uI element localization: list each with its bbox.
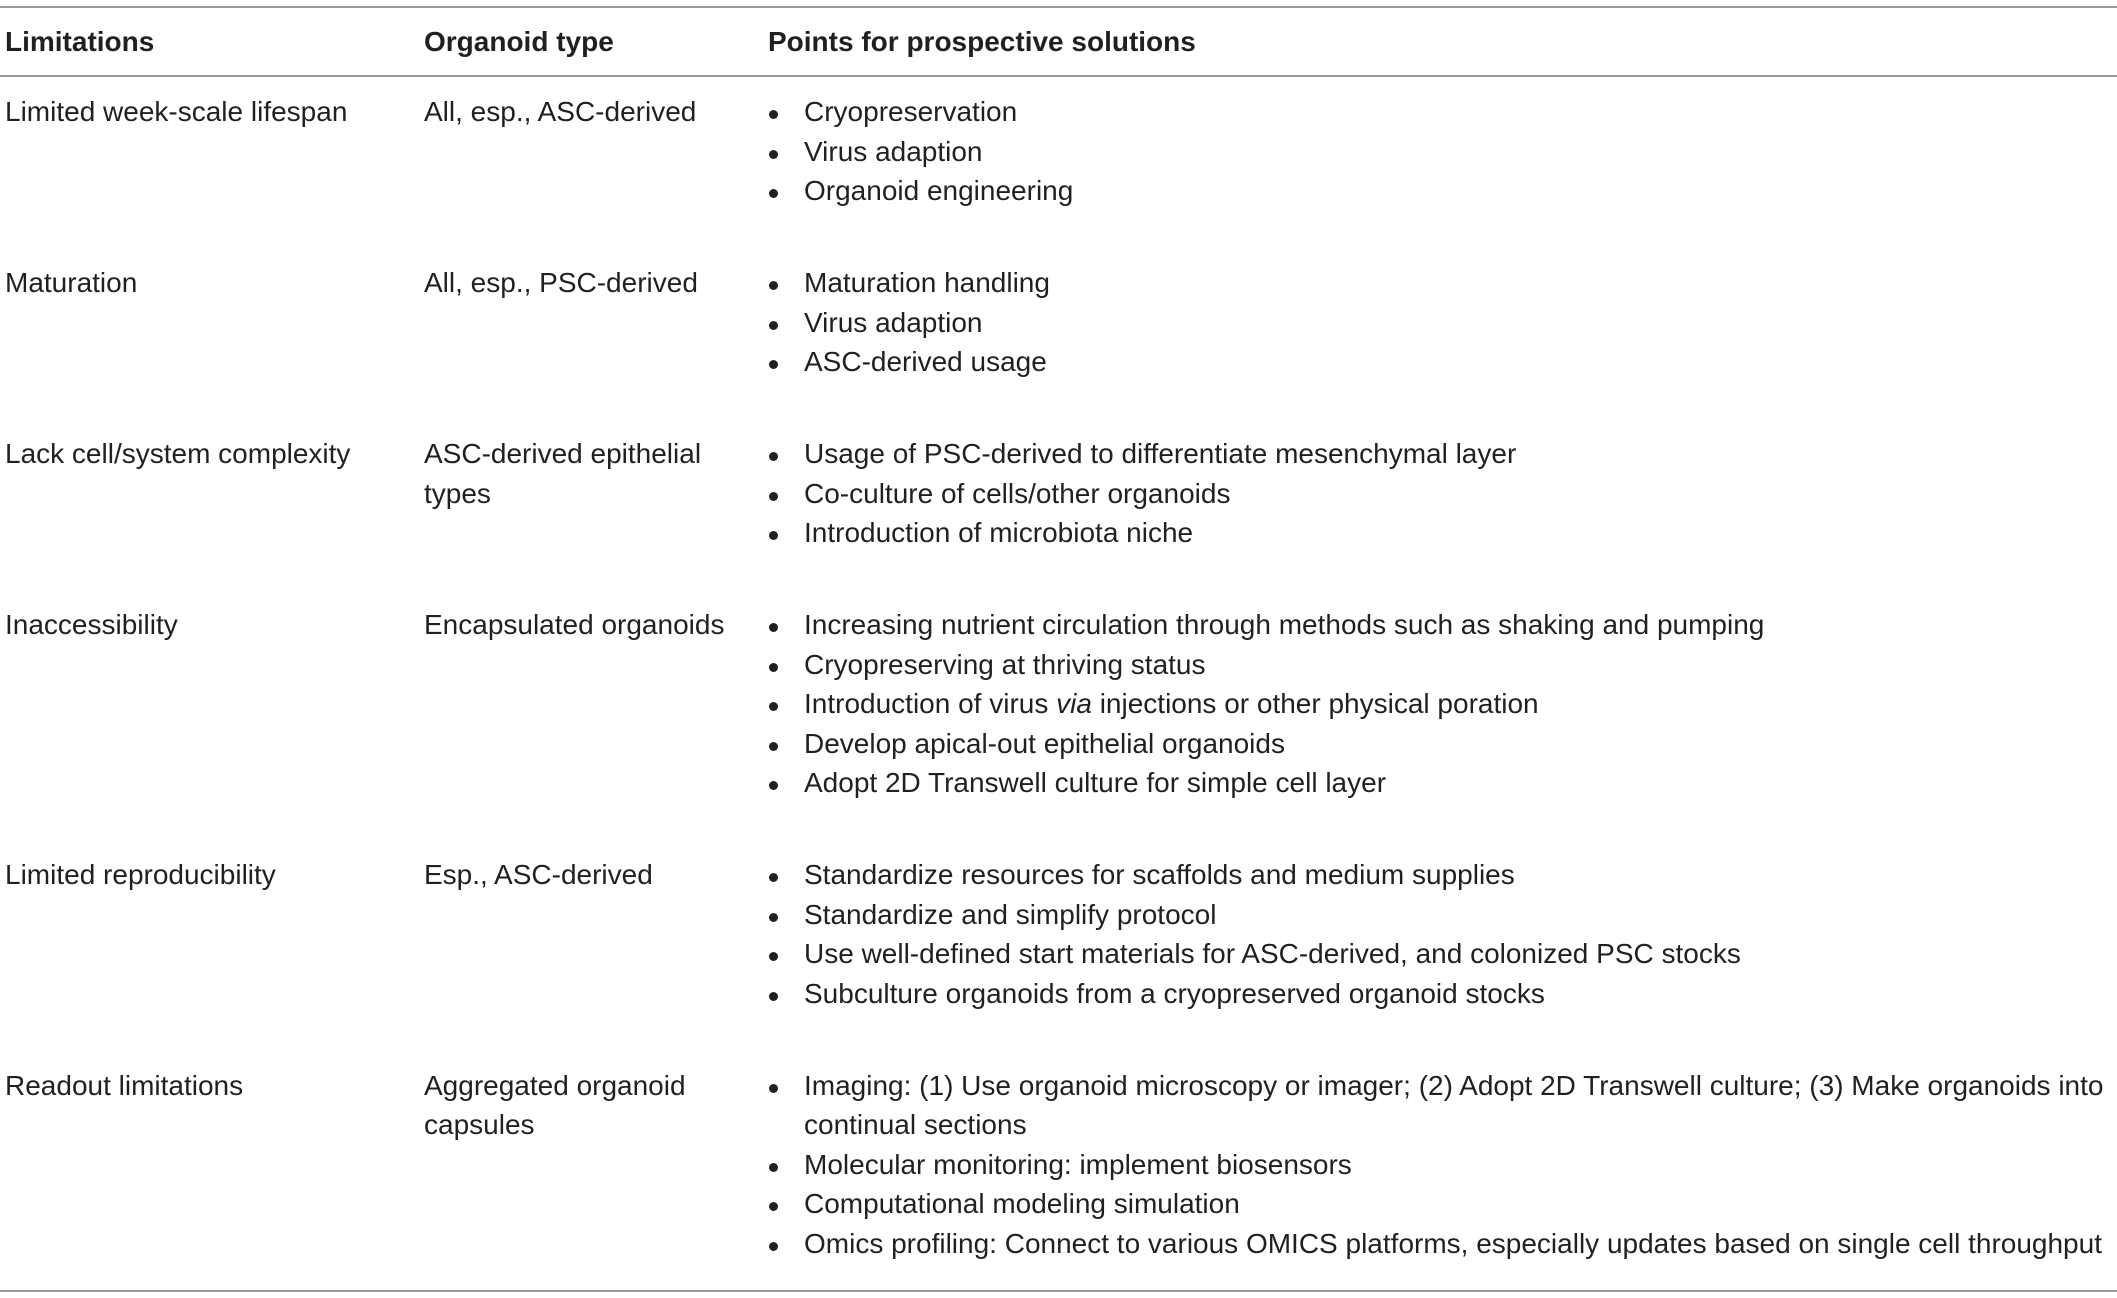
solutions-cell [768,92,2117,211]
table-header-row [0,22,2117,62]
organoid-type-cell: Aggregated organoid capsules [424,1069,686,1140]
table-row [0,263,2117,434]
solution-item: Use well-defined start materials for ASC-derived, and colonized PSC stocks [768,934,2117,974]
solution-item: Co-culture of cells/other organoids [768,474,2117,514]
solution-text-italic: via [1056,688,1092,719]
header-solutions: Points for prospective solutions [768,26,1196,57]
limitation-cell: Inaccessibility [5,609,178,640]
limitation-cell: Lack cell/system complexity [5,438,351,469]
solution-item: Increasing nutrient circulation through methods such as shaking and pumping [768,605,2117,645]
solution-item: Computational modeling simulation [768,1184,2117,1224]
limitation-cell: Limited reproducibility [5,859,276,890]
solutions-cell [768,263,2117,382]
organoid-type-cell: All, esp., ASC-derived [424,96,697,127]
solutions-cell [768,1066,2117,1264]
solutions-cell [768,605,2117,803]
solution-item: Molecular monitoring: implement biosensors [768,1145,2117,1185]
table-bottom-rule [0,1290,2117,1292]
solutions-list [768,1066,2117,1264]
solution-item: Cryopreserving at thriving status [768,645,2117,685]
solution-item: Cryopreservation [768,92,2117,132]
organoid-type-cell: Esp., ASC-derived [424,859,653,890]
table-row [0,605,2117,855]
organoid-type-cell: All, esp., PSC-derived [424,267,698,298]
solution-item: Standardize resources for scaffolds and medium supplies [768,855,2117,895]
solution-item: Develop apical-out epithelial organoids [768,724,2117,764]
solution-item: Omics profiling: Connect to various OMICS platforms, especially updates based on single cell throughput [768,1224,2117,1264]
table-row [0,92,2117,263]
solutions-list [768,855,2117,1013]
organoid-type-cell: ASC-derived epithelial types [424,438,702,509]
limitation-cell: Limited week-scale lifespan [5,96,348,127]
table-header-rule [0,75,2117,77]
solutions-list [768,605,2117,803]
solution-item: Virus adaption [768,303,2117,343]
table-top-rule [0,6,2117,8]
solution-item [768,684,2117,724]
solutions-cell [768,855,2117,1013]
limitation-cell: Readout limitations [5,1069,244,1101]
solution-item: Adopt 2D Transwell culture for simple cell layer [768,763,2117,803]
solutions-list [768,434,2117,553]
solutions-list [768,263,2117,382]
solution-text-before: Introduction of virus [804,688,1057,719]
solution-item: Maturation handling [768,263,2117,303]
table-row [0,434,2117,605]
table-row [0,1066,2117,1264]
header-organoid-type: Organoid type [424,26,614,57]
limitation-cell: Maturation [5,267,138,298]
solution-item: Organoid engineering [768,171,2117,211]
organoid-type-cell: Encapsulated organoids [424,609,725,640]
solution-item: Standardize and simplify protocol [768,895,2117,935]
solutions-cell [768,434,2117,553]
solution-item: Introduction of microbiota niche [768,513,2117,553]
solution-item: Usage of PSC-derived to differentiate mesenchymal layer [768,434,2117,474]
header-limitations: Limitations [5,26,155,57]
solution-item: Imaging: (1) Use organoid microscopy or imager; (2) Adopt 2D Transwell culture; (3) Make organoids into continual sections [768,1066,2117,1145]
solution-item: Subculture organoids from a cryopreserved organoid stocks [768,974,2117,1014]
solution-item: Virus adaption [768,132,2117,172]
solutions-list [768,92,2117,211]
solution-text-after: injections or other physical poration [1091,688,1539,719]
table-row [0,855,2117,1066]
table-body [0,92,2117,1263]
solution-item: ASC-derived usage [768,342,2117,382]
